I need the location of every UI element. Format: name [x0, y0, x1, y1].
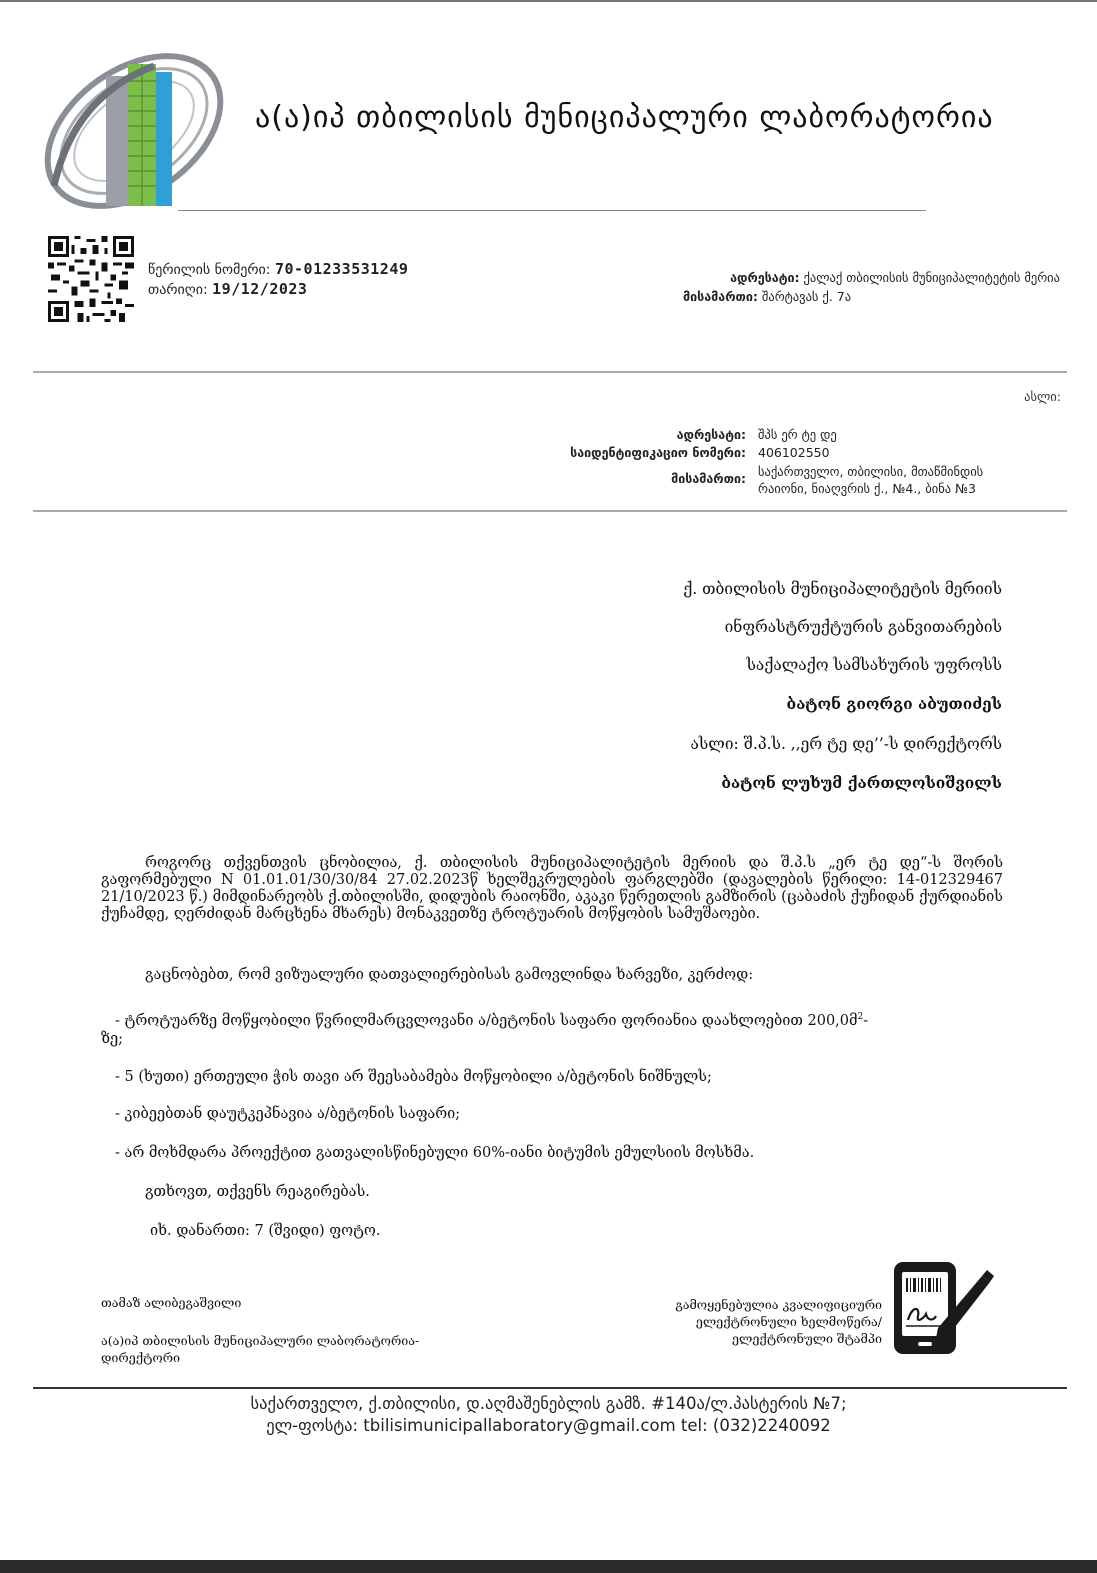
recipient-name-2: ბატონ ლუხუმ ქართლოსიშვილს: [721, 773, 1002, 792]
organization-title: ა(ა)იპ თბილისის მუნიციპალური ლაბორატორია: [255, 100, 994, 135]
copy-mark: ასლი:: [1024, 389, 1061, 404]
stamp-line-1: გამოყენებულია კვალიფიციური: [675, 1297, 882, 1312]
copy-addressee-label: ადრესატი:: [676, 427, 746, 442]
recipient-copy-line: ასლი: შ.პ.ს. ,,ერ ტე დე’’-ს დირექტორს: [690, 735, 1002, 753]
recipient-name-1: ბატონ გიორგი აბუთიძეს: [786, 694, 1002, 713]
stamp-line-3: ელექტრონული შტამპი: [732, 1331, 882, 1346]
letter-date-label: თარიღი:: [148, 282, 208, 298]
copy-id-label: საიდენტიფიკაციო ნომერი:: [570, 445, 746, 460]
recipient-line-1: ქ. თბილისის მუნიციპალიტეტის მერიის: [683, 580, 1002, 598]
copy-address-line1: საქართველო, თბილისი, მთაწმინდის: [758, 464, 984, 479]
body-attachment: იხ. დანართი: 7 (შვიდი) ფოტო.: [150, 1223, 381, 1239]
addressee-row: [730, 270, 1060, 285]
footer-divider: [33, 1387, 1067, 1389]
recipient-line-3: საქალაქო სამსახურის უფროსს: [746, 656, 1002, 674]
body-paragraph-2: გაცნობებთ, რომ ვიზუალური დათვალიერებისას გამოვლინდა ხარვეზი, კერძოდ:: [145, 967, 754, 983]
section-divider-bottom: [33, 510, 1067, 512]
defect-item-3: - კიბეებთან დაუტკეპნავია ა/ბეტონის საფარი;: [115, 1106, 461, 1122]
defect-item-2: - 5 (ხუთი) ერთეული ჭის თავი არ შეესაბამება მოწყობილი ა/ბეტონის ნიშნულს;: [115, 1069, 712, 1085]
copy-address-label: მისამართი:: [671, 471, 746, 486]
letter-number: [148, 260, 408, 278]
signatory-title-line2: დირექტორი: [101, 1350, 180, 1365]
bottom-edge: [0, 1560, 1097, 1573]
signatory-name: თამაზ ალიბეგაშვილი: [101, 1295, 242, 1310]
copy-address-line2: რაიონი, ნიაღვრის ქ., №4., ბინა №3: [758, 481, 976, 496]
defect-item-4: - არ მოხმდარა პროექტით გათვალისწინებული 60%-იანი ბიტუმის ემულსიის მოსხმა.: [115, 1145, 755, 1161]
addressee-label: ადრესატი:: [730, 270, 800, 285]
footer-contact: ელ-ფოსტა: tbilisimunicipallaboratory@gmail.com tel: (032)2240092: [266, 1416, 831, 1435]
footer-address: საქართველო, ქ.თბილისი, დ.აღმაშენებლის გამზ. #140ა/ლ.პასტერის №7;: [250, 1394, 847, 1413]
signatory-title-line1: ა(ა)იპ თბილისის მუნიციპალური ლაბორატორია-: [101, 1333, 420, 1348]
address-value: შარტავას ქ. 7ა: [761, 289, 852, 304]
section-divider-top: [33, 371, 1067, 373]
defect-item-1-text: - ტროტუარზე მოწყობილი წვრილმარცვლოვანი ა/ბეტონის საფარი ფორიანია დაახლოებით 200,0მ: [115, 1012, 858, 1029]
electronic-stamp-note: [675, 1296, 882, 1347]
copy-addressee-value: შპს ერ ტე დე: [758, 427, 837, 442]
address-label: მისამართი:: [683, 289, 758, 304]
body-request: გთხოვთ, თქვენს რეაგირებას.: [145, 1184, 370, 1200]
copy-id-value: 406102550: [758, 445, 830, 460]
qr-code-icon: [48, 236, 134, 322]
letter-date-value: 19/12/2023: [212, 280, 308, 298]
defect-item-1-sup: 2: [857, 1012, 864, 1022]
letter-date: [148, 280, 307, 298]
header-divider: [178, 210, 926, 211]
top-border: [0, 0, 1097, 2]
defect-item-1-continued: ზე;: [101, 1031, 123, 1047]
address-row: [683, 289, 851, 304]
electronic-signature-icon: [890, 1258, 994, 1358]
addressee-value: ქალაქ თბილისის მუნიციპალიტეტის მერია: [803, 270, 1060, 285]
letter-number-label: წერილის ნომერი:: [148, 262, 271, 278]
stamp-line-2: ელექტრონული ხელმოწერა/: [695, 1314, 882, 1329]
letter-number-value: 70-01233531249: [274, 260, 409, 278]
defect-item-1-tail: -: [863, 1012, 869, 1029]
laboratory-logo: [34, 36, 234, 216]
body-paragraph-1: როგორც თქვენთვის ცნობილია, ქ. თბილისის მუნიციპალიტეტის მერიის და შ.პ.ს „ერ ტე დე“-ს შორის გაფორმებული N 01.01.01/30/30/84 27.02.2023წ ხელშეკრულების ფარგლებში (დავალების წერილი: 14-012329467 21/10/2023 წ.) მიმდინარეობს ქ.თბილისში, დიდუბის რაიონში, აკაკი წერეთლის გამზირის (ცაბაძის ქუჩიდან ქურდიანის ქუჩამდე, ღერძიდან მარცხენა მხარეს) მონაკვეთზე ტროტუარის მოწყობის სამუშაოები.: [101, 855, 1003, 922]
recipient-line-2: ინფრასტრუქტურის განვითარების: [724, 618, 1002, 636]
defect-item-1: [115, 1012, 868, 1029]
